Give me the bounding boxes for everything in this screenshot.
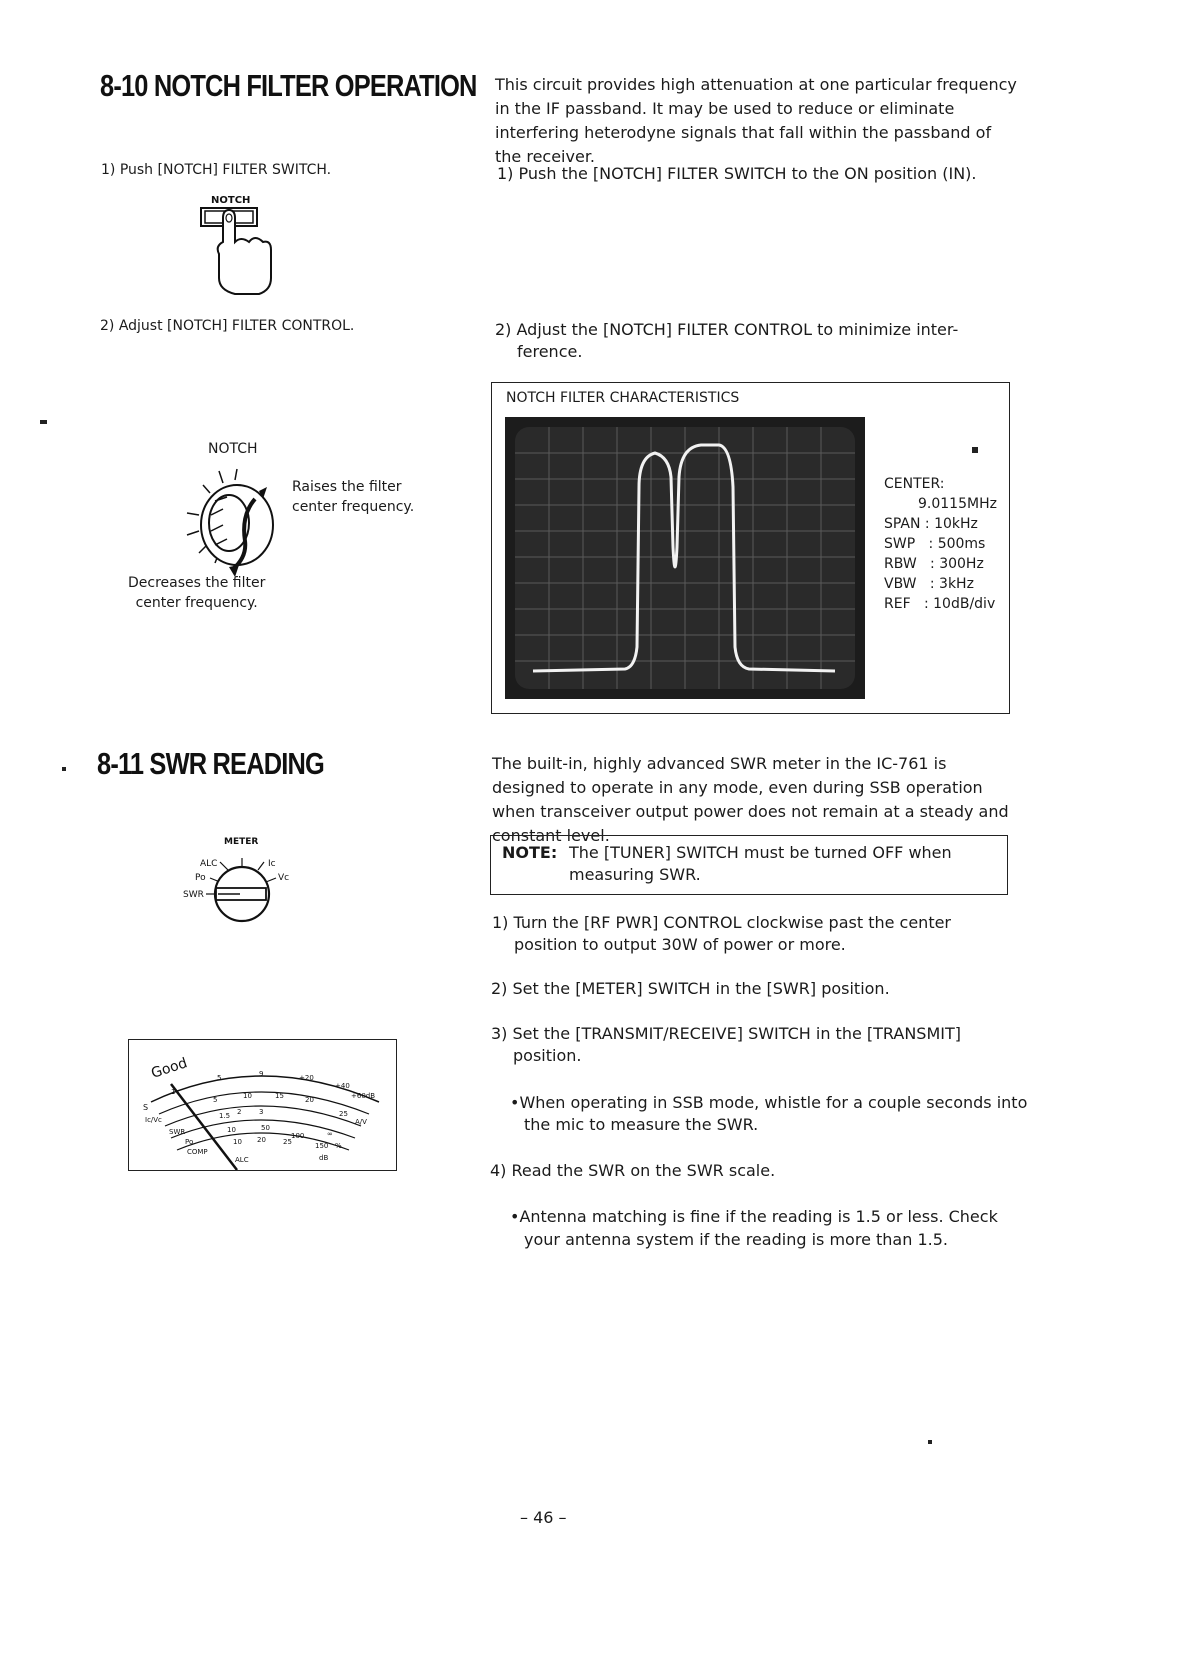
meter-swr-label: SWR bbox=[169, 1128, 186, 1136]
meter-av-label: A/V bbox=[355, 1118, 367, 1126]
meter-s-tick-60db: +60dB bbox=[351, 1092, 376, 1100]
meter-icvc-tick-25: 25 bbox=[339, 1110, 348, 1118]
decrease-label bbox=[128, 573, 265, 613]
note-line1: The [TUNER] SWITCH must be turned OFF when bbox=[569, 843, 952, 862]
raise-label-line2: center frequency. bbox=[292, 499, 415, 515]
meter-switch-swr: SWR bbox=[183, 890, 204, 900]
swp-value: SWP : 500ms bbox=[884, 536, 986, 552]
meter-good-label: Good bbox=[149, 1055, 190, 1082]
swr-section-title: 8-11 SWR READING bbox=[97, 746, 325, 781]
notch-left-step1: 1) Push [NOTCH] FILTER SWITCH. bbox=[101, 162, 332, 178]
meter-icvc-tick-5: 5 bbox=[213, 1096, 218, 1104]
notch-switch-label: NOTCH bbox=[211, 195, 251, 206]
meter-po-tick-10: 10 bbox=[227, 1126, 236, 1134]
meter-po-tick-100: 100 bbox=[291, 1132, 305, 1140]
note-line2: measuring SWR. bbox=[569, 865, 701, 884]
rbw-value: RBW : 300Hz bbox=[884, 556, 984, 572]
swr-meter-scale bbox=[129, 1040, 396, 1170]
swr-step1-line2: position to output 30W of power or more. bbox=[514, 935, 846, 954]
meter-switch-illustration bbox=[180, 832, 310, 932]
center-value: 9.0115MHz bbox=[918, 496, 997, 512]
meter-s-tick-20: +20 bbox=[299, 1074, 314, 1082]
meter-po-tick-50: 50 bbox=[261, 1124, 270, 1132]
notch-step2-line2: ference. bbox=[517, 342, 583, 361]
swr-step3-line2: position. bbox=[513, 1046, 582, 1065]
swr-step3-line1: 3) Set the [TRANSMIT/RECEIVE] SWITCH in the [TRANSMIT] bbox=[491, 1024, 961, 1043]
meter-s-label: S bbox=[143, 1103, 149, 1112]
notch-characteristics-box bbox=[491, 382, 1010, 714]
meter-comp-label: COMP bbox=[187, 1148, 208, 1156]
notch-step2-line1: 2) Adjust the [NOTCH] FILTER CONTROL to minimize inter- bbox=[495, 320, 959, 339]
meter-percent-label: % bbox=[335, 1142, 342, 1150]
note-box bbox=[490, 835, 1008, 895]
meter-s-tick-5: 5 bbox=[217, 1074, 222, 1082]
notch-knob-illustration bbox=[175, 465, 300, 580]
swr-step2: 2) Set the [METER] SWITCH in the [SWR] position. bbox=[491, 979, 890, 998]
notch-switch-illustration bbox=[195, 190, 285, 305]
decrease-label-line1: Decreases the filter bbox=[128, 575, 266, 591]
meter-s-tick-9: 9 bbox=[259, 1070, 264, 1078]
meter-icvc-tick-20: 20 bbox=[305, 1096, 314, 1104]
meter-icvc-label: Ic/Vc bbox=[145, 1116, 162, 1124]
meter-po-tick-150: 150 bbox=[315, 1142, 329, 1150]
meter-switch-title: METER bbox=[224, 837, 259, 847]
note-label: NOTE: bbox=[502, 843, 558, 862]
swr-intro-paragraph: The built-in, highly advanced SWR meter in the IC-761 is designed to operate in any mode, even during SSB operation when transceiver output power does not remain at a steady and constant level. bbox=[492, 754, 1009, 845]
swr-bullet1-line2: the mic to measure the SWR. bbox=[524, 1115, 759, 1134]
meter-alc-label: ALC bbox=[235, 1156, 249, 1164]
swr-bullet2-line1: •Antenna matching is fine if the reading is 1.5 or less. Check bbox=[510, 1207, 998, 1226]
swr-step1-line1: 1) Turn the [RF PWR] CONTROL clockwise past the center bbox=[492, 913, 952, 932]
meter-icvc-tick-10: 10 bbox=[243, 1092, 252, 1100]
ref-value: REF : 10dB/div bbox=[884, 596, 996, 612]
spectrum-analyzer-screen bbox=[505, 417, 865, 699]
characteristics-title: NOTCH FILTER CHARACTERISTICS bbox=[506, 390, 740, 406]
notch-section-title: 8-10 NOTCH FILTER OPERATION bbox=[100, 68, 477, 103]
vbw-value: VBW : 3kHz bbox=[884, 576, 974, 592]
meter-swr-tick-2: 2 bbox=[237, 1108, 242, 1116]
raise-label bbox=[292, 477, 414, 517]
meter-s-tick-1: 1 bbox=[171, 1088, 176, 1096]
swr-meter-scale-box bbox=[128, 1039, 397, 1171]
meter-s-tick-40: +40 bbox=[335, 1082, 350, 1090]
swr-bullet1-line1: •When operating in SSB mode, whistle for a couple seconds into bbox=[510, 1093, 1028, 1112]
raise-label-line1: Raises the filter bbox=[292, 479, 402, 495]
meter-switch-ic: Ic bbox=[268, 859, 276, 869]
notch-left-step2: 2) Adjust [NOTCH] FILTER CONTROL. bbox=[100, 318, 355, 334]
notch-intro-paragraph: This circuit provides high attenuation at one particular frequency in the IF passband. It may be used to reduce or eliminate interfering heterodyne signals that fall within the passband of the receiver. bbox=[495, 75, 1017, 166]
notch-knob-label: NOTCH bbox=[208, 441, 258, 457]
center-label: CENTER: bbox=[884, 476, 945, 492]
meter-comp-tick-10: 10 bbox=[233, 1138, 242, 1146]
meter-db-label: dB bbox=[319, 1154, 329, 1162]
decrease-label-line2: center frequency. bbox=[135, 595, 258, 611]
meter-switch-vc: Vc bbox=[278, 873, 290, 883]
swr-step4: 4) Read the SWR on the SWR scale. bbox=[490, 1161, 776, 1180]
meter-swr-tick-3: 3 bbox=[259, 1108, 264, 1116]
notch-step1: 1) Push the [NOTCH] FILTER SWITCH to the ON position (IN). bbox=[497, 164, 977, 183]
swr-bullet2-line2: your antenna system if the reading is more than 1.5. bbox=[524, 1230, 948, 1249]
meter-po-label: Po bbox=[185, 1138, 194, 1146]
meter-comp-tick-20: 20 bbox=[257, 1136, 266, 1144]
meter-swr-tick-inf: ∞ bbox=[327, 1130, 333, 1138]
span-value: SPAN : 10kHz bbox=[884, 516, 978, 532]
scope-parameters bbox=[884, 474, 997, 614]
meter-icvc-tick-15: 15 bbox=[275, 1092, 284, 1100]
meter-switch-alc: ALC bbox=[200, 859, 218, 869]
page-number: – 46 – bbox=[520, 1508, 567, 1527]
meter-swr-tick-15: 1.5 bbox=[219, 1112, 231, 1120]
meter-switch-po: Po bbox=[195, 873, 206, 883]
meter-comp-tick-25: 25 bbox=[283, 1138, 292, 1146]
